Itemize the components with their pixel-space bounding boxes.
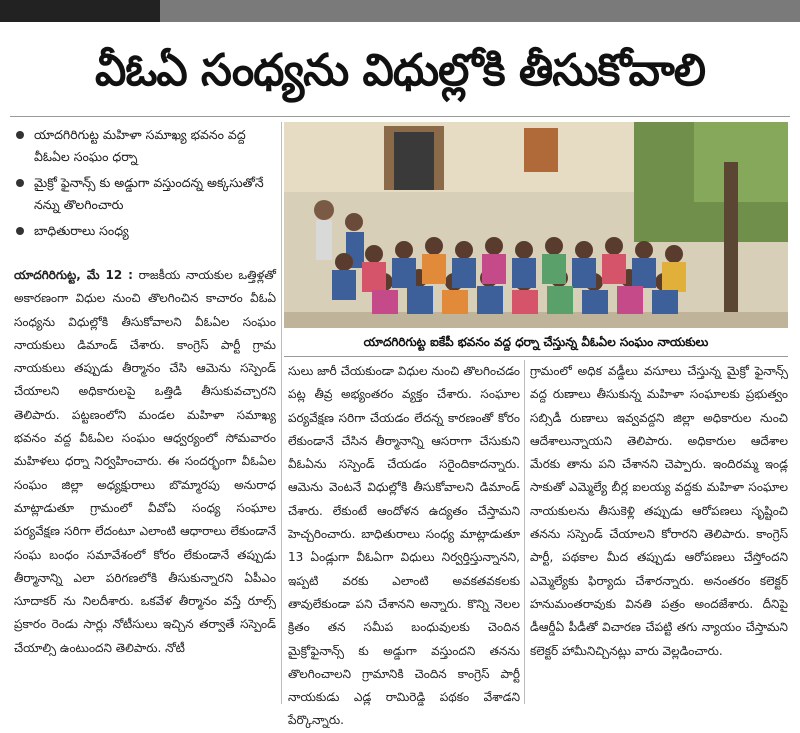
dateline: యాదగిరిగుట్ట, మే 12 : bbox=[14, 268, 133, 282]
caption-rule bbox=[284, 356, 788, 357]
article-text: సులు జారీ చేయకుండా విధుల నుంచి తొలగించడం పట్ల తీవ్ర అభ్యంతరం వ్యక్తం చేశారు. సంఘాల పర్యవేక్షణ సరిగా చేయడం లేదన్న కారణంతో కోరం లేకుండానే చేసిన తీర్మానాన్ని ఆసరాగా చేసుకుని వీఓఏను సస్పెండ్ చేయడం సరైందికాదన్నారు. ఆమెను వెంటనే విధుల్లోకి తీసుకోవాలని డిమాండ్ చేశారు. లేకుంటే ఆందోళన ఉద్యతం చేస్తామని హెచ్చరించారు. బాధితురాలు సంధ్య మాట్లాడుతూ 13 ఏండ్లుగా వీఓఏగా విధులు నిర్వర్తిస్తున్నానని, ఇప్పటి వరకు ఎలాంటి అవకతవకలకు తావులేకుండా పని చేశానని అన్నారు. కొన్ని నెలల క్రితం తన సమీప బంధువులకు చెందిన మైక్రోఫైనాన్స్ కు అడ్డుగా వస్తుందని తనను తొలగించాలని గ్రామానికి చెందిన కాంగ్రెస్ పార్టీ నాయకుడు ఎడ్ల రామిరెడ్డి పథకం వేశాడని పేర్కొన్నారు. bbox=[288, 364, 520, 728]
top-bar-grey-block bbox=[160, 0, 800, 22]
highlight-text: యాదగిరిగుట్ట మహిళా సమాఖ్య భవనం వద్ద వీఓఏల సంఘం ధర్నా bbox=[34, 127, 246, 164]
highlight-item bbox=[14, 124, 276, 168]
bullet-dot-icon bbox=[16, 227, 24, 235]
photo-caption: యాదగిరిగుట్ట ఐకేపీ భవనం వద్ద ధర్నా చేస్తున్న వీఓఏల సంఘం నాయకులు bbox=[363, 335, 709, 349]
headline-rule bbox=[10, 116, 790, 117]
article-column-1 bbox=[14, 264, 276, 704]
bullet-dot-icon bbox=[16, 131, 24, 139]
news-photo bbox=[284, 122, 788, 328]
top-bar bbox=[0, 0, 800, 22]
highlight-item bbox=[14, 220, 276, 242]
highlights-list bbox=[14, 124, 276, 246]
highlight-item bbox=[14, 172, 276, 216]
article-column-3 bbox=[530, 360, 788, 704]
highlight-text: బాధితురాలు సంధ్య bbox=[34, 223, 129, 238]
article-text: రాజకీయ నాయకుల ఒత్తిళ్లతో అకారణంగా విధుల నుంచి తొలగించిన కాచారం వీఓఏ సంధ్యను విధుల్లోకి తీసుకోవాలని వీఓఏల సంఘం నాయకులు డిమాండ్ చేశారు. కాంగ్రెస్ పార్టీ గ్రామ నాయకులు తప్పుడు తీర్మానం చేసి ఆమెను సస్పెండ్ చేయాలని అధికారులపై ఒత్తిడి తీసుకువచ్చారని తెలిపారు. పట్టణంలోని మండల మహిళా సమాఖ్య భవనం వద్ద వీఓఏల సంఘం ఆధ్వర్యంలో సోమవారం మహిళలు ధర్నా నిర్వహించారు. ఈ సందర్భంగా వీఓఏల సంఘం జిల్లా అధ్యక్షురాలు బొమ్మారపు అనురాధ మాట్లాడుతూ గ్రామంలో వీవోఏ సంధ్య సంఘాల పర్యవేక్షణ సరిగా లేదంటూ ఎలాంటి ఆధారాలు లేకుండానే సంఘ బంధం సమావేశంలో కోరం లేకుండానే తప్పుడు తీర్మానాన్ని ఎలా పరిగణలోకి తీసుకున్నారని ఏపీఎం సూదాకర్ ను నిలదీశారు. ఒకవేళ తీర్మానం వస్తే రూల్స్ ప్రకారం రెండు సార్లు నోటీసులు ఇచ్చిన తర్వాతే సస్పెండ్ చేయాల్సి ఉంటుందని తెలిపారు. నోటీ bbox=[14, 268, 276, 655]
top-bar-dark-block bbox=[0, 0, 160, 22]
article-text: గ్రామంలో అధిక వడ్డీలు వసూలు చేస్తున్న మైక్రో ఫైనాన్స్ వద్ద రుణాలు తీసుకున్న మహిళా సంఘాలకు ప్రభుత్వం సబ్సిడీ రుణాలు ఇవ్వవద్దని జిల్లా అధికారుల నుంచి ఆదేశాలున్నాయని తెలిపారు. అధికారుల ఆదేశాల మేరకు తాను పని చేశానని చెప్పారు. ఇందిరమ్మ ఇండ్ల సాకుతో ఎమ్మెల్యే బీర్ల ఐలయ్య వద్దకు మహిళా సంఘాల నాయకులను తీసుకెళ్లి తప్పుడు ఆరోపణలు సృష్టించి తనను సస్పెండ్ చేయాలని కోరారని తెలిపారు. కాంగ్రెస్ పార్టీ, పథకాల మీద తప్పుడు ఆరోపణలు చేస్తోందని ఎమ్మెల్యేకు ఫిర్యాదు చేశారన్నారు. అనంతరం కలెక్టర్ హనుమంతరావుకు వినతి పత్రం అందజేశారు. దీనిపై డీఆర్డీఏ పీడీతో విచారణ చేపట్టి తగు న్యాయం చేస్తామని కలెక్టర్ హామీనిచ్చినట్లు వారు వెల్లడించారు. bbox=[530, 364, 788, 658]
highlight-text: మైక్రో ఫైనాన్స్ కు అడ్డుగా వస్తుందన్న అక్కసుతోనే నన్ను తొలగించారు bbox=[34, 175, 264, 212]
article-column-2 bbox=[288, 360, 520, 728]
column-divider bbox=[524, 360, 525, 704]
bullet-dot-icon bbox=[16, 179, 24, 187]
protest-photo-illustration bbox=[284, 122, 788, 328]
column-divider bbox=[281, 122, 282, 704]
headline: వీఓఏ సంధ్యను విధుల్లోకి తీసుకోవాలి bbox=[94, 45, 706, 96]
